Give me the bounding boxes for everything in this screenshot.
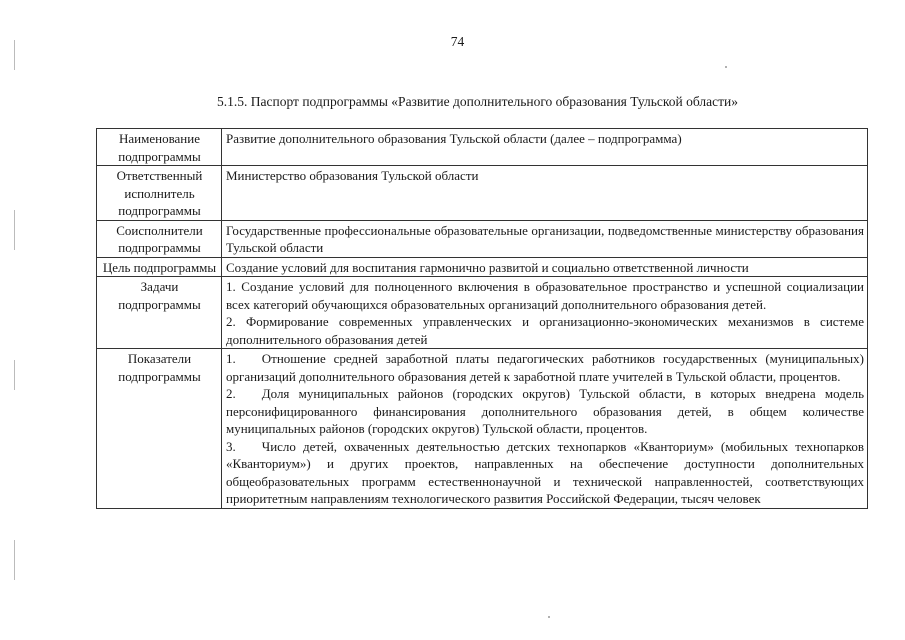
row-value	[222, 257, 868, 277]
row-paragraph: Развитие дополнительного образования Тульской области (далее – подпрограмма)	[226, 131, 682, 146]
row-paragraph: Создание условий для воспитания гармонично развитой и социально ответственной личности	[226, 259, 749, 275]
row-paragraph: 1. Создание условий для полноценного включения в образовательное пространство и успешной социализации всех категорий обучающихся образовательных организаций дополнительного образования детей.	[226, 279, 864, 312]
scan-speck	[548, 616, 550, 618]
table-row	[97, 129, 868, 166]
row-value	[222, 349, 868, 509]
row-label: Цель подпрограммы	[97, 257, 222, 277]
section-title: 5.1.5. Паспорт подпрограммы «Развитие дополнительного образования Тульской области»	[217, 94, 738, 109]
scan-mark	[14, 210, 15, 250]
row-value	[222, 129, 868, 166]
row-paragraph: 1. Отношение средней заработной платы педагогических работников государственных (муниципальных) организаций дополнительного образования детей к заработной плате учителей в Тульской области, процентов.	[226, 351, 864, 384]
table-row	[97, 277, 868, 349]
row-paragraph: 2. Формирование современных управленческих и организационно-экономических механизмов в системе дополнительного образования детей	[226, 314, 864, 347]
scan-mark	[14, 360, 15, 390]
row-label: Соисполнители подпрограммы	[97, 220, 222, 257]
row-value	[222, 220, 868, 257]
row-paragraph: 2. Доля муниципальных районов (городских округов) Тульской области, в которых внедрена модель персонифицированного финансирования дополнительного образования детей, в общем количестве муниципальных районов (городских округов) Тульской области, процентов.	[226, 386, 864, 436]
passport-table	[96, 128, 868, 509]
table-row	[97, 349, 868, 509]
scan-speck	[725, 66, 727, 68]
row-label: Ответственный исполнитель подпрограммы	[97, 166, 222, 221]
table-row	[97, 220, 868, 257]
row-value	[222, 277, 868, 349]
page-number: 74	[450, 34, 465, 49]
row-label: Задачи подпрограммы	[97, 277, 222, 349]
row-paragraph: Министерство образования Тульской области	[226, 168, 479, 183]
table-row	[97, 166, 868, 221]
row-paragraph: 3. Число детей, охваченных деятельностью детских технопарков «Кванториум» (мобильных технопарков «Кванториум») и других проектов, направленных на обеспечение доступности дополнительных общеобразовательных программ естественнонаучной и технической направленностей, соответствующих приоритетным направлениям технологического развития Российской Федерации, тысяч человек	[226, 438, 864, 506]
table-row	[97, 257, 868, 277]
scan-mark	[14, 540, 15, 580]
row-paragraph: Государственные профессиональные образовательные организации, подведомственные министерству образования Тульской области	[226, 222, 864, 255]
row-label: Наименование подпрограммы	[97, 129, 222, 166]
row-label: Показатели подпрограммы	[97, 349, 222, 509]
row-value	[222, 166, 868, 221]
